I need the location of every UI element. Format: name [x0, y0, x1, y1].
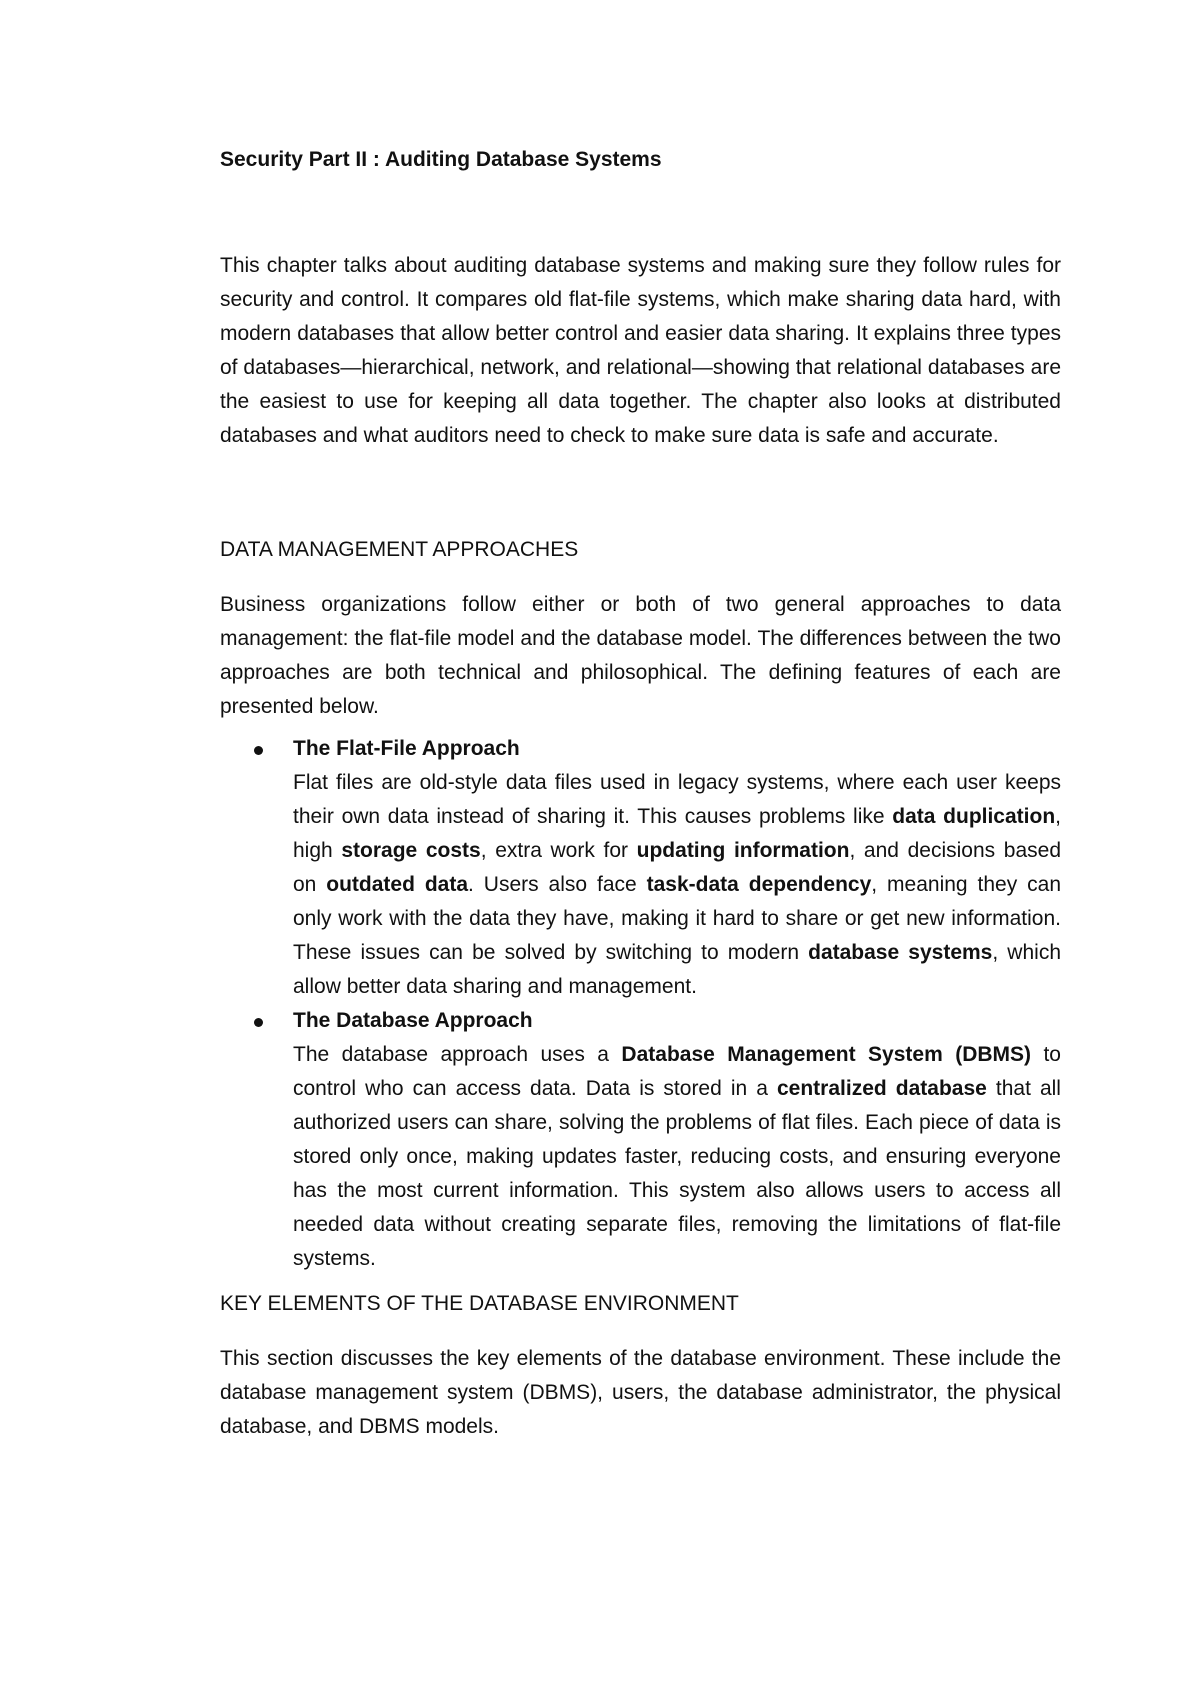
flat-file-description: Flat files are old-style data files used in legacy systems, where each user keeps their own data instead of sharing it. This causes problems like data duplication, high storage costs, extra work for updating information, and decisions based on outdated data. Users also face task-data dependency, meaning they can only work with the data they have, making it hard to share or get new information. These issues can be solved by switching to modern database systems, which allow better data sharing and management. — [293, 771, 1061, 998]
term-task-data-dependency: task-data dependency — [646, 873, 872, 896]
term-database-systems: database systems — [808, 941, 993, 964]
term-storage-costs: storage costs — [341, 839, 481, 862]
document-title: Security Part II : Auditing Database Systems — [220, 148, 662, 171]
document-content — [220, 146, 1061, 1444]
list-item-database — [293, 1004, 1061, 1276]
term-updating-information: updating information — [636, 839, 850, 862]
bullet-icon — [254, 746, 263, 755]
bullet-icon — [254, 1018, 263, 1027]
database-approach-title: The Database Approach — [293, 1009, 533, 1032]
data-management-paragraph: Business organizations follow either or both of two general approaches to data management: the flat-file model and the database model. The differences between the two approaches are both technical and philosophical. The defining features of each are presented below. — [220, 593, 1061, 718]
term-dbms: Database Management System (DBMS) — [621, 1043, 1032, 1066]
section-heading-key-elements: KEY ELEMENTS OF THE DATABASE ENVIRONMENT — [220, 1292, 739, 1315]
term-centralized-database: centralized database — [777, 1077, 987, 1100]
database-approach-description: The database approach uses a Database Management System (DBMS) to control who can access data. Data is stored in a centralized database that all authorized users can share, solving the problems of flat files. Each piece of data is stored only once, making updates faster, reducing costs, and ensuring everyone has the most current information. This system also allows users to access all needed data without creating separate files, removing the limitations of flat-file systems. — [293, 1043, 1061, 1270]
flat-file-title: The Flat-File Approach — [293, 737, 520, 760]
term-data-duplication: data duplication — [892, 805, 1056, 828]
section-heading-data-management: DATA MANAGEMENT APPROACHES — [220, 538, 579, 561]
approaches-list — [220, 732, 1061, 1276]
intro-paragraph: This chapter talks about auditing database systems and making sure they follow rules for security and control. It compares old flat-file systems, which make sharing data hard, with modern databases that allow better control and easier data sharing. It explains three types of databases—hierarchical, network, and relational—showing that relational databases are the easiest to use for keeping all data together. The chapter also looks at distributed databases and what auditors need to check to make sure data is safe and accurate. — [220, 254, 1061, 447]
term-outdated-data: outdated data — [326, 873, 469, 896]
key-elements-paragraph: This section discusses the key elements of the database environment. These include the database management system (DBMS), users, the database administrator, the physical database, and DBMS models. — [220, 1347, 1061, 1438]
list-item-flat-file — [293, 732, 1061, 1004]
